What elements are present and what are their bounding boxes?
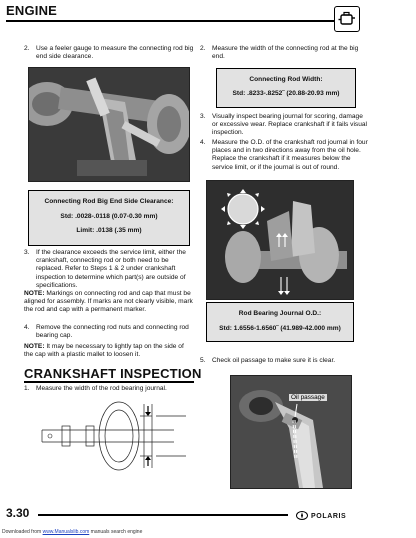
od-title: Rod Bearing Journal O.D.: — [238, 310, 322, 317]
rod-journal-diagram — [24, 396, 194, 476]
brand-block — [296, 507, 346, 525]
spec-std: Std: .0028-.0118 (0.07-0.30 mm) — [60, 213, 158, 220]
section-rule — [24, 381, 194, 383]
journal-od-spec-box — [206, 302, 354, 342]
footer-rule — [38, 514, 288, 516]
engine-icon — [334, 6, 360, 32]
big-end-clearance-spec-box — [28, 190, 190, 246]
od-std: Std: 1.6556-1.6560˝ (41.989-42.000 mm) — [219, 325, 341, 332]
rod-width-spec-box — [216, 68, 356, 108]
left-note-1: NOTE: Markings on connecting rod and cap that must be aligned for assembly. If marks are not clearly visible, mark the rod and cap with a permanent marker. — [24, 290, 193, 314]
spec-limit: Limit: .0138 (.35 mm) — [76, 227, 142, 234]
header-rule — [6, 20, 346, 22]
width-std: Std: .8233-.8252˝ (20.88-20.93 mm) — [232, 90, 340, 97]
section-header-title: ENGINE — [6, 3, 58, 18]
manualslib-link[interactable]: www.Manualslib.com — [42, 529, 90, 535]
download-notice: Downloaded from www.Manualslib.com manuals search engine — [2, 529, 143, 535]
width-title: Connecting Rod Width: — [249, 76, 323, 83]
page-number: 3.30 — [6, 506, 30, 520]
oil-passage-photo — [230, 375, 352, 489]
brand-name: POLARIS — [311, 512, 347, 520]
oil-passage-label: Oil passage — [291, 394, 325, 401]
feeler-gauge-photo — [28, 67, 190, 182]
polaris-logo-icon — [296, 507, 308, 525]
crankshaft-inspection-heading: CRANKSHAFT INSPECTION — [24, 366, 202, 381]
left-note-2: NOTE: It may be necessary to lightly tap on the side of the cap with a plastic mallet to loosen it. — [24, 343, 184, 359]
spec-title: Connecting Rod Big End Side Clearance: — [44, 198, 174, 205]
rod-journal-photo — [206, 180, 354, 300]
